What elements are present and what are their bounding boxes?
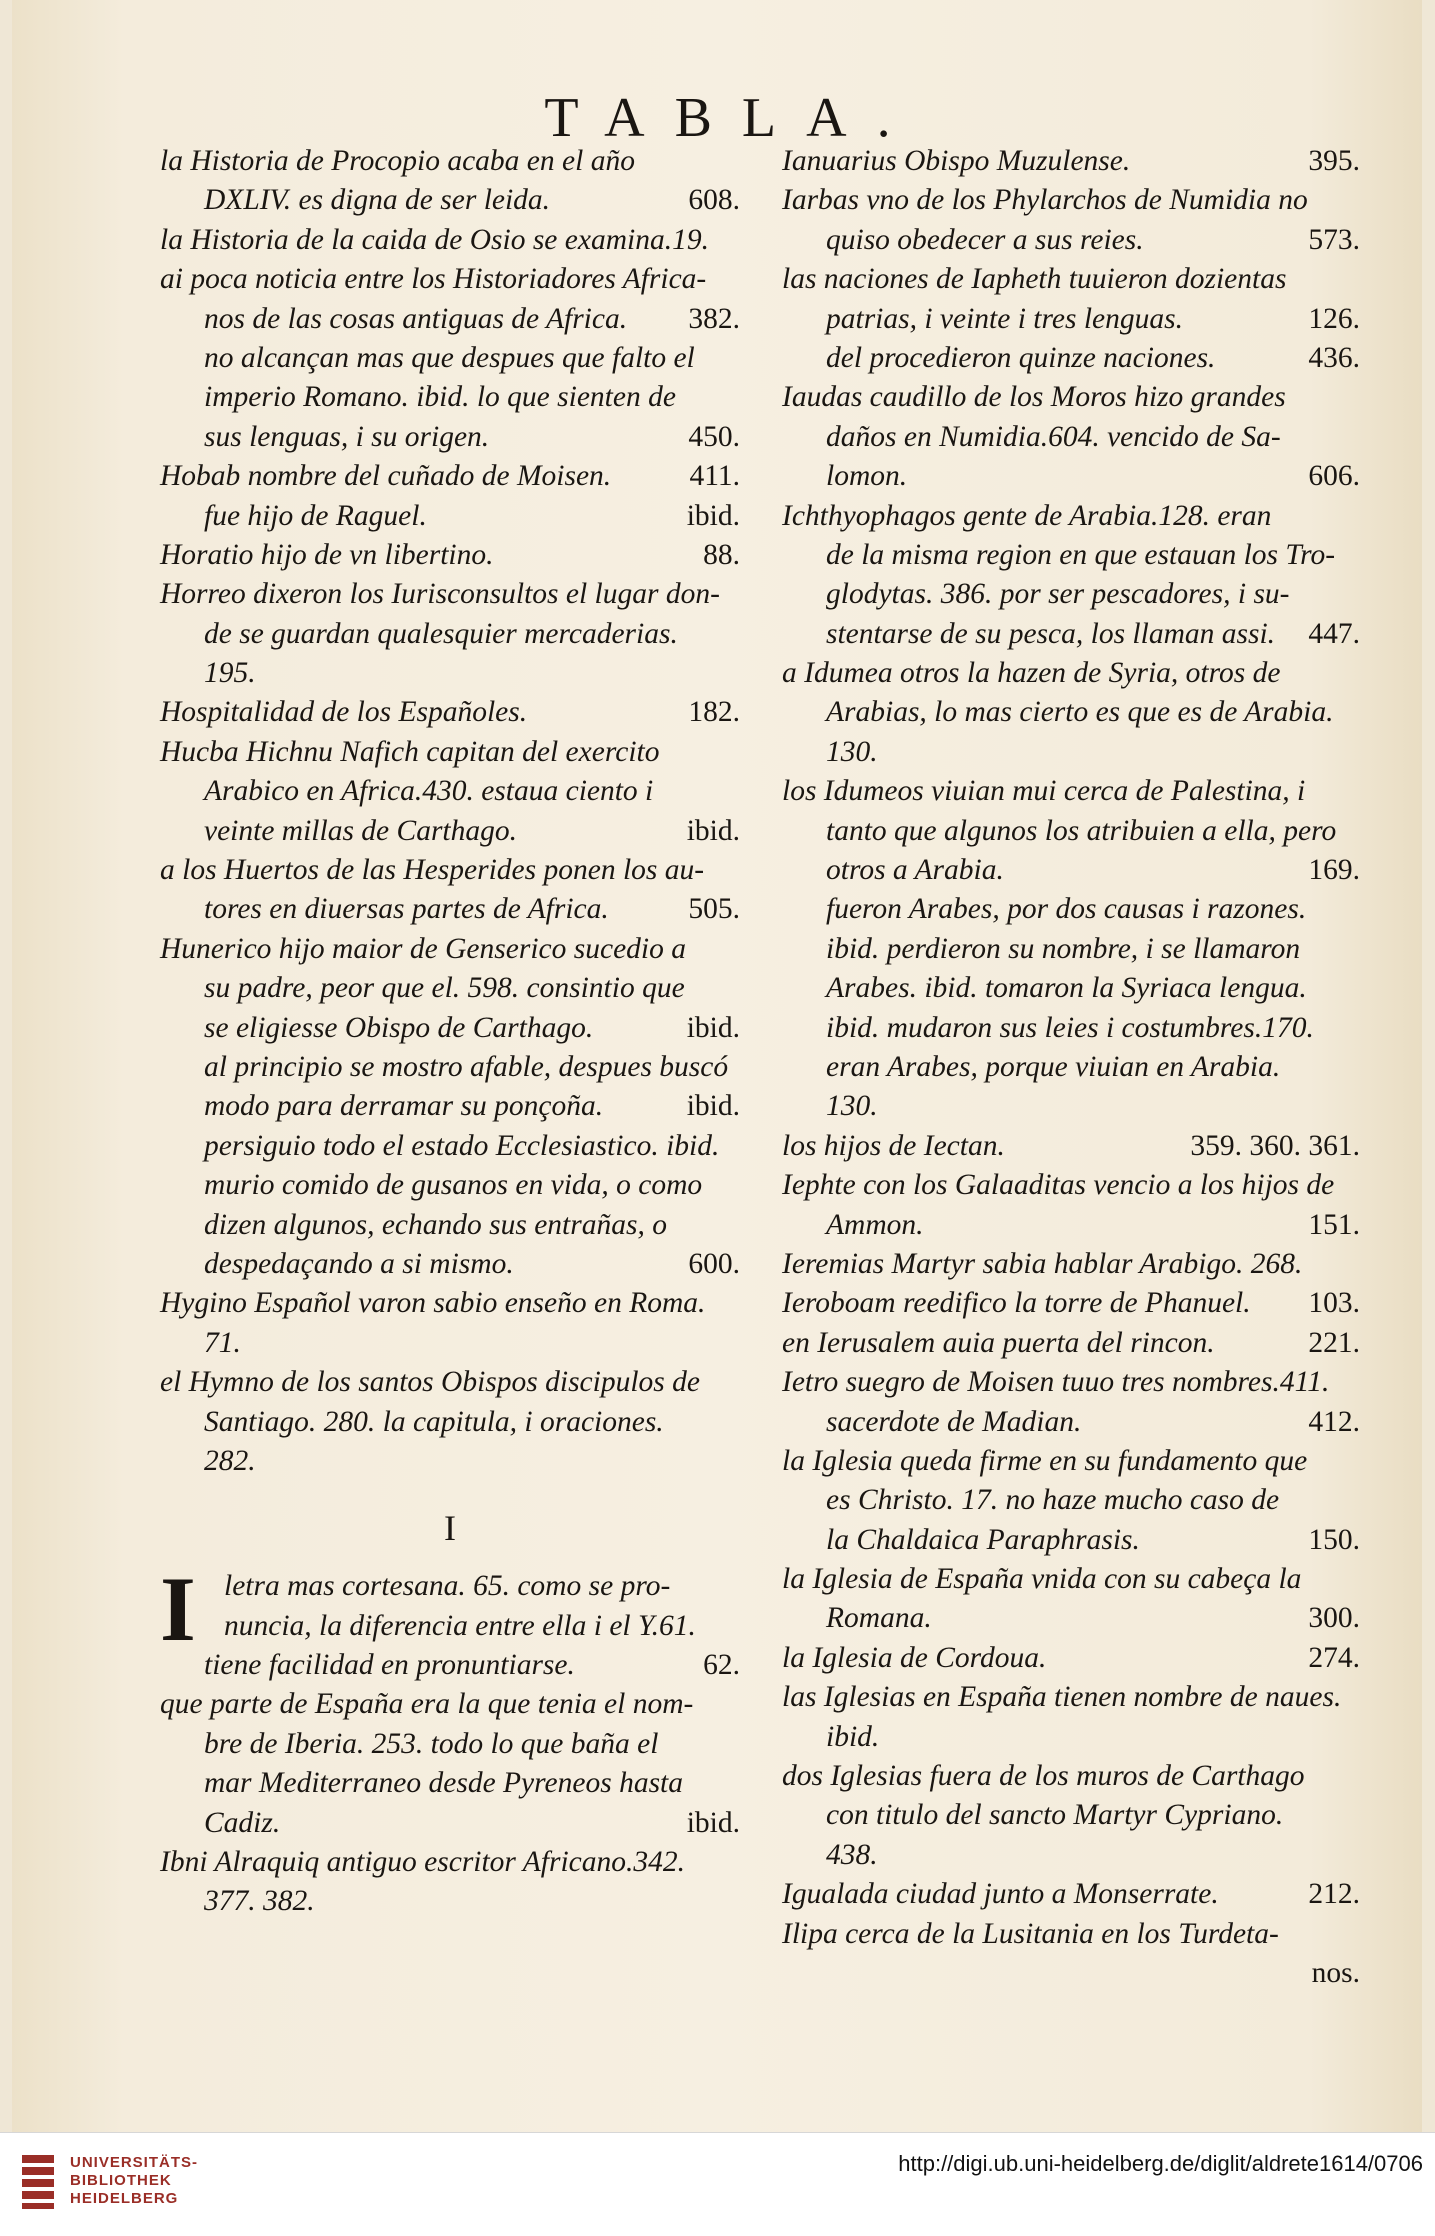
page-reference: ibid. bbox=[686, 499, 740, 532]
entry-text: Hucba Hichnu Nafich capitan del exercito bbox=[160, 735, 660, 768]
entry-text: la Iglesia de Cordoua. bbox=[782, 1641, 1047, 1674]
entry-text: 130. bbox=[826, 1090, 878, 1123]
index-entry-line bbox=[782, 1245, 1360, 1284]
page-reference: 573. bbox=[1308, 223, 1360, 256]
index-entry-line bbox=[782, 221, 1360, 260]
page-reference: 182. bbox=[688, 696, 740, 729]
viewer-footer bbox=[0, 2132, 1435, 2236]
entry-text: nos de las cosas antiguas de Africa. bbox=[204, 302, 628, 335]
entry-text: despedaçando a si mismo. bbox=[204, 1247, 514, 1280]
page-reference: 606. bbox=[1308, 460, 1360, 493]
index-entry-line bbox=[782, 181, 1360, 220]
entry-text: dos Iglesias fuera de los muros de Carthago bbox=[782, 1760, 1305, 1793]
entry-text: bre de Iberia. 253. todo lo que baña el bbox=[204, 1727, 659, 1760]
page-reference: 103. bbox=[1308, 1287, 1360, 1320]
index-entry-line bbox=[782, 1757, 1360, 1796]
entry-text: las Iglesias en España tienen nombre de naues. bbox=[782, 1681, 1342, 1714]
dropcap-block bbox=[160, 1558, 740, 1661]
index-entry-line bbox=[160, 969, 740, 1008]
entry-text: del procedieron quinze naciones. bbox=[826, 341, 1216, 374]
dropcap-entries bbox=[224, 1567, 740, 1646]
entry-text: modo para derramar su ponçoña. bbox=[204, 1090, 604, 1123]
index-entry-line bbox=[160, 1725, 740, 1764]
index-entry-line bbox=[160, 497, 740, 536]
index-entry-line bbox=[782, 890, 1360, 929]
entry-text: 71. bbox=[204, 1326, 241, 1359]
entry-text: Iaudas caudillo de los Moros hizo grandes bbox=[782, 381, 1286, 414]
entry-text: Hunerico hijo maior de Genserico sucedio a bbox=[160, 932, 686, 965]
entry-text: no alcançan mas que despues que falto el bbox=[204, 341, 695, 374]
entry-text: 195. bbox=[204, 657, 256, 690]
entry-text: DXLIV. es digna de ser leida. bbox=[204, 184, 551, 217]
entry-text: Ilipa cerca de la Lusitania en los Turdeta- bbox=[782, 1917, 1279, 1950]
entry-text: Ibni Alraquiq antiguo escritor Africano.342. bbox=[160, 1846, 685, 1879]
index-entry-line bbox=[782, 1521, 1360, 1560]
index-entry-line bbox=[782, 1599, 1360, 1638]
entry-text: la Historia de la caida de Osio se examina.19. bbox=[160, 223, 709, 256]
entry-text: Romana. bbox=[826, 1602, 932, 1635]
index-entry-line bbox=[160, 181, 740, 220]
index-entry-line bbox=[160, 1087, 740, 1126]
index-entry-line bbox=[782, 1718, 1360, 1757]
entry-text: las naciones de Iapheth tuuieron dozientas bbox=[782, 263, 1287, 296]
entry-text: Arabico en Africa.430. estaua ciento i bbox=[204, 775, 654, 808]
entry-text: persiguio todo el estado Ecclesiastico. ibid. bbox=[204, 1129, 720, 1162]
index-entry-line bbox=[782, 1481, 1360, 1520]
index-entry-line bbox=[782, 1324, 1360, 1363]
page-reference: 600. bbox=[688, 1247, 740, 1280]
entry-text: se eligiesse Obispo de Carthago. bbox=[204, 1011, 594, 1044]
entry-text: quiso obedecer a sus reies. bbox=[826, 223, 1144, 256]
entry-text: Horreo dixeron los Iurisconsultos el lugar don- bbox=[160, 578, 720, 611]
index-entry-line bbox=[160, 1882, 740, 1921]
page-reference: 505. bbox=[688, 893, 740, 926]
entry-text: Ieroboam reedifico la torre de Phanuel. bbox=[782, 1287, 1251, 1320]
page-reference: 447. bbox=[1308, 617, 1360, 650]
index-entry-line bbox=[160, 339, 740, 378]
index-entry-line bbox=[160, 457, 740, 496]
index-entry-line bbox=[160, 142, 740, 181]
index-entry-line bbox=[224, 1567, 740, 1606]
entry-text: veinte millas de Carthago. bbox=[204, 814, 517, 847]
index-entry-line bbox=[160, 1442, 740, 1481]
entry-text: Ichthyophagos gente de Arabia.128. eran bbox=[782, 499, 1272, 532]
index-entry-line bbox=[160, 1363, 740, 1402]
entry-text: que parte de España era la que tenia el nom- bbox=[160, 1688, 694, 1721]
entry-text: de se guardan qualesquier mercaderias. bbox=[204, 617, 678, 650]
entry-text: Hygino Español varon sabio enseño en Roma. bbox=[160, 1287, 706, 1320]
index-entry-line bbox=[782, 1009, 1360, 1048]
index-entry-line bbox=[782, 1836, 1360, 1875]
library-name-line-3: HEIDELBERG bbox=[70, 2190, 179, 2207]
index-entry-line bbox=[160, 693, 740, 732]
entry-text: Ieremias Martyr sabia hablar Arabigo. 268. bbox=[782, 1247, 1303, 1280]
entry-text: Arabes. ibid. tomaron la Syriaca lengua. bbox=[826, 972, 1307, 1005]
entry-text: a Idumea otros la hazen de Syria, otros de bbox=[782, 657, 1281, 690]
page-reference: 126. bbox=[1308, 302, 1360, 335]
entry-text: es Christo. 17. no haze mucho caso de bbox=[826, 1484, 1280, 1517]
index-entry-line bbox=[782, 1284, 1360, 1323]
entry-text: ai poca noticia entre los Historiadores Africa- bbox=[160, 263, 707, 296]
index-entry-line bbox=[782, 1678, 1360, 1717]
entry-text: a los Huertos de las Hesperides ponen los au- bbox=[160, 854, 705, 887]
index-entry-line bbox=[782, 1915, 1360, 1954]
page-reference: 274. bbox=[1308, 1641, 1360, 1674]
entry-text: la Iglesia de España vnida con su cabeça la bbox=[782, 1563, 1302, 1596]
page-reference: ibid. bbox=[686, 814, 740, 847]
entry-text: 282. bbox=[204, 1444, 256, 1477]
index-entry-line bbox=[160, 1166, 740, 1205]
left-entries-b bbox=[160, 1646, 740, 1922]
index-entry-line bbox=[160, 1048, 740, 1087]
entry-text: Iephte con los Galaaditas vencio a los hijos de bbox=[782, 1169, 1335, 1202]
index-entry-line bbox=[782, 1403, 1360, 1442]
index-entry-line bbox=[160, 654, 740, 693]
entry-text: fue hijo de Raguel. bbox=[204, 499, 427, 532]
entry-text: Ianuarius Obispo Muzulense. bbox=[782, 145, 1131, 177]
entry-text: sus lenguas, i su origen. bbox=[204, 420, 490, 453]
entry-text: daños en Numidia.604. vencido de Sa- bbox=[826, 420, 1281, 453]
entry-text: patrias, i veinte i tres lenguas. bbox=[826, 302, 1183, 335]
index-entry-line bbox=[160, 536, 740, 575]
library-name-line-2: BIBLIOTHEK bbox=[70, 2172, 172, 2189]
index-entry-line bbox=[782, 1954, 1360, 1993]
index-entry-line bbox=[782, 1166, 1360, 1205]
page-reference: 411. bbox=[689, 460, 740, 493]
index-entry-line bbox=[782, 142, 1360, 181]
index-entry-line bbox=[160, 1804, 740, 1843]
library-name-line-1: UNIVERSITÄTS- bbox=[70, 2154, 199, 2171]
index-entry-line bbox=[782, 930, 1360, 969]
index-entry-line bbox=[782, 1639, 1360, 1678]
index-entry-line bbox=[782, 812, 1360, 851]
entry-text: fueron Arabes, por dos causas i razones. bbox=[826, 893, 1307, 926]
index-entry-line bbox=[782, 378, 1360, 417]
index-entry-line bbox=[160, 221, 740, 260]
index-entry-line bbox=[782, 772, 1360, 811]
index-entry-line bbox=[160, 1324, 740, 1363]
section-letter: I bbox=[444, 1508, 456, 1549]
index-entry-line bbox=[782, 1442, 1360, 1481]
index-entry-line bbox=[782, 418, 1360, 457]
index-entry-line bbox=[160, 1206, 740, 1245]
index-entry-line bbox=[160, 575, 740, 614]
page-reference: 359. 360. 361. bbox=[1190, 1129, 1360, 1162]
index-entry-line bbox=[160, 1245, 740, 1284]
entry-text: Santiago. 280. la capitula, i oraciones. bbox=[204, 1405, 664, 1438]
entry-text: la Historia de Procopio acaba en el año bbox=[160, 145, 635, 177]
entry-text: dizen algunos, echando sus entrañas, o bbox=[204, 1208, 667, 1241]
index-entry-line bbox=[782, 1206, 1360, 1245]
entry-text: stentarse de su pesca, los llaman assi. bbox=[826, 617, 1276, 650]
university-seal-icon bbox=[20, 2151, 56, 2211]
entry-text: ibid. mudaron sus leies i costumbres.170. bbox=[826, 1011, 1314, 1044]
entry-text: Iarbas vno de los Phylarchos de Numidia no bbox=[782, 184, 1308, 217]
index-entry-line bbox=[782, 1363, 1360, 1402]
entry-text: 438. bbox=[826, 1838, 878, 1871]
page-reference: 412. bbox=[1308, 1405, 1360, 1438]
index-entry-line bbox=[782, 615, 1360, 654]
entry-text: con titulo del sancto Martyr Cypriano. bbox=[826, 1799, 1284, 1832]
page-reference: 150. bbox=[1308, 1523, 1360, 1556]
index-entry-line bbox=[782, 536, 1360, 575]
entry-text: letra mas cortesana. 65. como se pro- bbox=[224, 1570, 671, 1603]
page-reference: nos. bbox=[1311, 1956, 1360, 1989]
index-entry-line bbox=[224, 1607, 740, 1646]
entry-text: 377. 382. bbox=[204, 1885, 315, 1918]
index-entry-line bbox=[782, 1048, 1360, 1087]
right-entries bbox=[782, 142, 1360, 1993]
page-header: TABLA. bbox=[544, 87, 921, 149]
entry-text: tores en diuersas partes de Africa. bbox=[204, 893, 609, 926]
index-entry-line bbox=[160, 1843, 740, 1882]
index-entry-line bbox=[160, 1284, 740, 1323]
index-entry-line bbox=[782, 733, 1360, 772]
page-reference: 608. bbox=[688, 184, 740, 217]
entry-text: lomon. bbox=[826, 460, 908, 493]
entry-text: Igualada ciudad junto a Monserrate. bbox=[782, 1878, 1219, 1911]
index-entry-line bbox=[160, 812, 740, 851]
entry-text: al principio se mostro afable, despues buscó bbox=[204, 1050, 729, 1083]
entry-text: el Hymno de los santos Obispos discipulos de bbox=[160, 1366, 700, 1399]
entry-text: Hospitalidad de los Españoles. bbox=[160, 696, 528, 729]
index-entry-line bbox=[160, 1403, 740, 1442]
page-reference: 395. bbox=[1308, 145, 1360, 177]
permalink-url[interactable]: http://digi.ub.uni-heidelberg.de/diglit/aldrete1614/0706 bbox=[898, 2151, 1423, 2176]
index-entry-line bbox=[160, 378, 740, 417]
page-reference: 450. bbox=[688, 420, 740, 453]
entry-text: eran Arabes, porque viuian en Arabia. bbox=[826, 1050, 1281, 1083]
page-reference: 212. bbox=[1308, 1878, 1360, 1911]
left-column bbox=[160, 142, 740, 1922]
entry-text: Hobab nombre del cuñado de Moisen. bbox=[160, 460, 612, 493]
right-column bbox=[782, 142, 1360, 1993]
entry-text: murio comido de gusanos en vida, o como bbox=[204, 1169, 703, 1202]
index-entry-line bbox=[782, 300, 1360, 339]
entry-text: sacerdote de Madian. bbox=[826, 1405, 1082, 1438]
index-entry-line bbox=[782, 1127, 1360, 1166]
index-entry-line bbox=[160, 930, 740, 969]
entry-text: mar Mediterraneo desde Pyreneos hasta bbox=[204, 1767, 684, 1800]
index-entry-line bbox=[160, 260, 740, 299]
index-entry-line bbox=[782, 1875, 1360, 1914]
index-entry-line bbox=[160, 772, 740, 811]
index-entry-line bbox=[782, 851, 1360, 890]
page-reference: 151. bbox=[1308, 1208, 1360, 1241]
entry-text: los Idumeos viuian mui cerca de Palestina, i bbox=[782, 775, 1306, 808]
index-entry-line bbox=[782, 260, 1360, 299]
index-entry-line bbox=[782, 575, 1360, 614]
page-reference: 88. bbox=[703, 538, 740, 571]
page-reference: 221. bbox=[1308, 1326, 1360, 1359]
page-reference: ibid. bbox=[686, 1090, 740, 1123]
library-logo[interactable] bbox=[20, 2151, 198, 2211]
entry-text: tanto que algunos los atribuien a ella, pero bbox=[826, 814, 1337, 847]
index-entry-line bbox=[160, 1764, 740, 1803]
left-entries-a bbox=[160, 142, 740, 1481]
library-name bbox=[70, 2154, 198, 2208]
page-reference: 62. bbox=[703, 1649, 740, 1682]
index-entry-line bbox=[782, 654, 1360, 693]
entry-text: tiene facilidad en pronuntiarse. bbox=[204, 1649, 575, 1682]
index-entry-line bbox=[782, 497, 1360, 536]
index-entry-line bbox=[160, 1646, 740, 1685]
index-entry-line bbox=[160, 1685, 740, 1724]
dropcap-letter: I bbox=[160, 1558, 196, 1661]
entry-text: ibid. perdieron su nombre, i se llamaron bbox=[826, 932, 1301, 965]
index-entry-line bbox=[160, 615, 740, 654]
index-entry-line bbox=[160, 733, 740, 772]
entry-text: nuncia, la diferencia entre ella i el Y.61. bbox=[224, 1609, 696, 1642]
entry-text: Ammon. bbox=[826, 1208, 924, 1241]
entry-text: en Ierusalem auia puerta del rincon. bbox=[782, 1326, 1215, 1359]
entry-text: de la misma region en que estauan los Tro- bbox=[826, 538, 1336, 571]
index-entry-line bbox=[160, 300, 740, 339]
index-entry-line bbox=[782, 339, 1360, 378]
index-entry-line bbox=[160, 851, 740, 890]
entry-text: otros a Arabia. bbox=[826, 854, 1004, 887]
index-entry-line bbox=[160, 1127, 740, 1166]
entry-text: Ietro suegro de Moisen tuuo tres nombres.411. bbox=[782, 1366, 1330, 1399]
index-entry-line bbox=[782, 693, 1360, 732]
index-entry-line bbox=[782, 1796, 1360, 1835]
index-entry-line bbox=[160, 890, 740, 929]
index-entry-line bbox=[782, 969, 1360, 1008]
entry-text: imperio Romano. ibid. lo que sienten de bbox=[204, 381, 676, 414]
entry-text: ibid. bbox=[826, 1720, 880, 1753]
index-entry-line bbox=[782, 457, 1360, 496]
index-entry-line bbox=[782, 1560, 1360, 1599]
entry-text: 130. bbox=[826, 735, 878, 768]
page-reference: 300. bbox=[1308, 1602, 1360, 1635]
page-reference: 436. bbox=[1308, 341, 1360, 374]
entry-text: los hijos de Iectan. bbox=[782, 1129, 1005, 1162]
index-entry-line bbox=[160, 1009, 740, 1048]
index-entry-line bbox=[160, 418, 740, 457]
index-entry-line bbox=[782, 1087, 1360, 1126]
page-reference: ibid. bbox=[686, 1011, 740, 1044]
entry-text: Horatio hijo de vn libertino. bbox=[160, 538, 494, 571]
entry-text: glodytas. 386. por ser pescadores, i su- bbox=[826, 578, 1290, 611]
page-reference: ibid. bbox=[686, 1806, 740, 1839]
page-reference: 382. bbox=[688, 302, 740, 335]
entry-text: Arabias, lo mas cierto es que es de Arabia. bbox=[826, 696, 1334, 729]
entry-text: Cadiz. bbox=[204, 1806, 281, 1839]
page-reference: 169. bbox=[1308, 854, 1360, 887]
entry-text: su padre, peor que el. 598. consintio que bbox=[204, 972, 685, 1005]
entry-text: la Chaldaica Paraphrasis. bbox=[826, 1523, 1140, 1556]
entry-text: la Iglesia queda firme en su fundamento que bbox=[782, 1444, 1308, 1477]
